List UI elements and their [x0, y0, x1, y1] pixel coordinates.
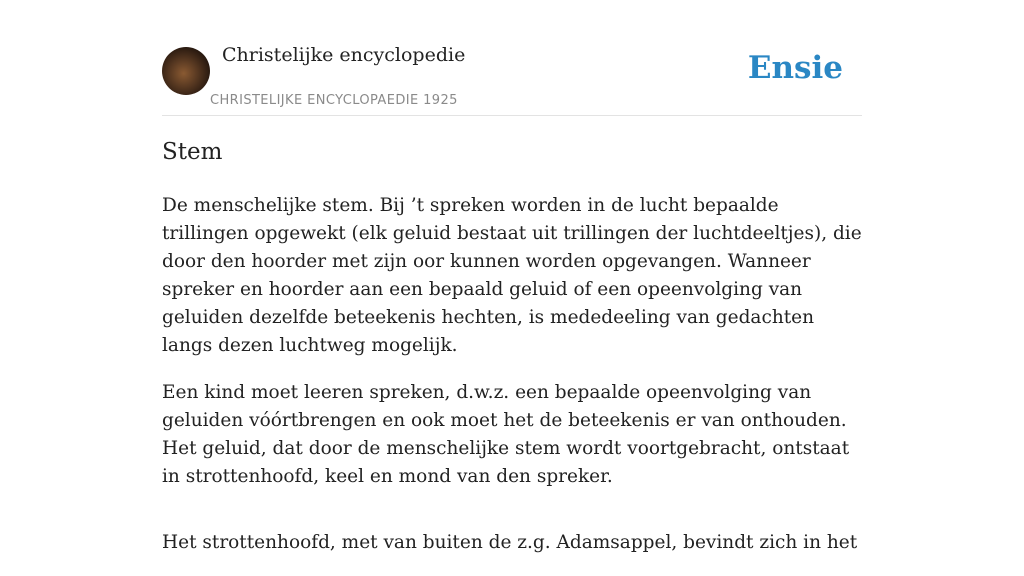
- article-paragraph: Het strottenhoofd, met van buiten de z.g. Adamsappel, bevindt zich in het: [162, 532, 858, 553]
- source-name[interactable]: Christelijke encyclopedie: [222, 44, 466, 66]
- article-body: [162, 192, 862, 576]
- article-paragraph: De menschelijke stem. Bij ’t spreken worden in de lucht bepaalde trillingen opgewekt (elk geluid bestaat uit trillingen der luchtdeeltjes), die door den hoorder met zijn oor kunnen worden opgevangen. Wanneer spreker en hoorder aan een bepaald geluid of een opeenvolging van geluiden dezelfde beteekenis hechten, is mededeeling van gedachten langs dezen luchtweg mogelijk.: [162, 195, 862, 356]
- source-subtitle[interactable]: CHRISTELIJKE ENCYCLOPAEDIE 1925: [210, 93, 458, 108]
- article-paragraph: Een kind moet leeren spreken, d.w.z. een bepaalde opeenvolging van geluiden vóórtbrengen en ook moet het de beteekenis er van onthouden. Het geluid, dat door de menschelijke stem wordt voortgebracht, ontstaat in strottenhoofd, keel en mond van den spreker.: [162, 382, 850, 487]
- book-thumbnail-icon[interactable]: [162, 47, 210, 95]
- brand-logo[interactable]: Ensie: [747, 50, 843, 86]
- page-title: Stem: [162, 139, 223, 165]
- header: [162, 0, 862, 116]
